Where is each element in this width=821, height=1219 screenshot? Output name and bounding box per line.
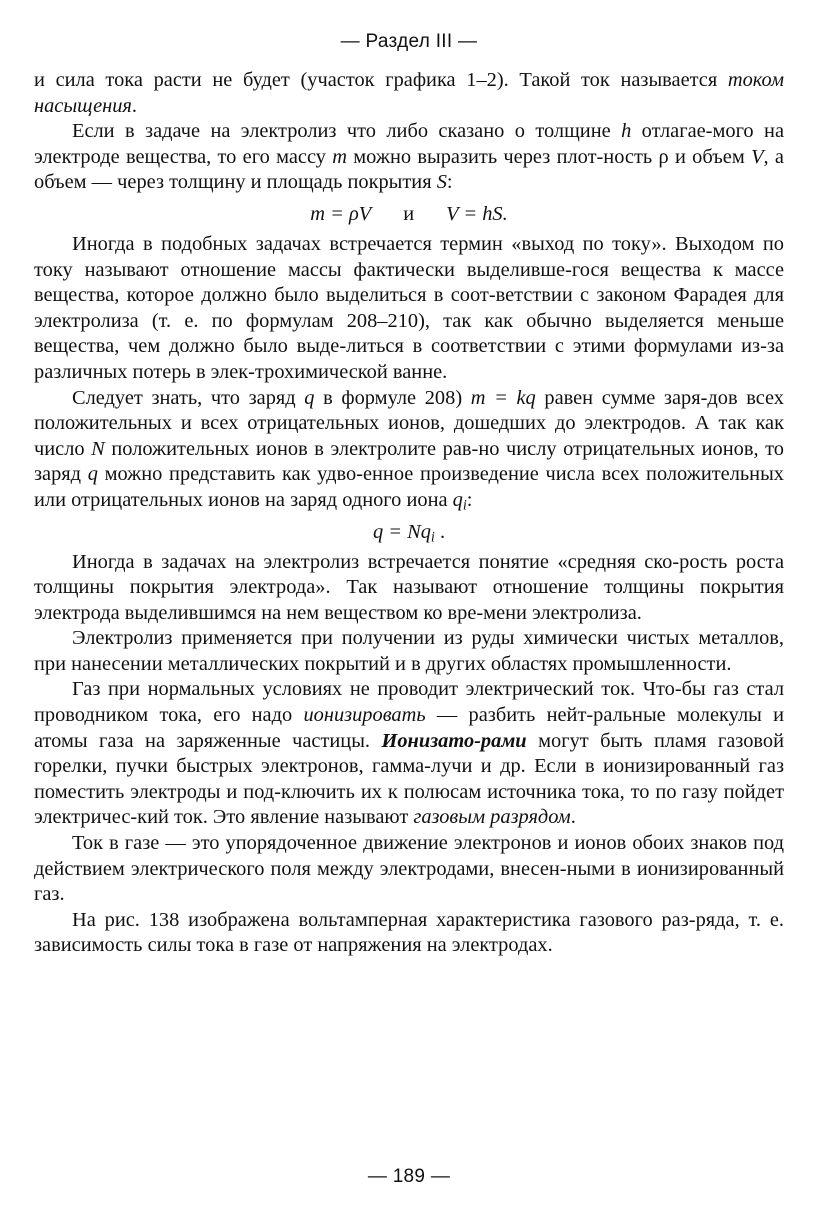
paragraph-text: — разбить нейт-ральные молекулы и атомы газа на заряженные частицы. xyxy=(34,704,784,752)
paragraph-text: отлагае-мого на электроде вещества, то его массу xyxy=(34,120,784,168)
term-ionize: ионизировать xyxy=(303,704,426,727)
term-gas-discharge: газовым разрядом xyxy=(413,806,571,829)
paragraph-text: . xyxy=(570,806,576,829)
paragraph-3: Иногда в подобных задачах встречается термин «выход по току». Выходом по току называют отношение массы фактически выделивше-гося вещества к массе вещества, которое должно было выделиться в соот-ветствии с законом Фарадея для электролиза (т. е. по формулам 208–210), так как обычно выделяется меньше вещества, чем должно было выде-литься в соответствии с этими формулами из-за различных потерь в элек-трохимической ванне. xyxy=(34,232,784,383)
term-ionizers: Ионизато-рами xyxy=(381,729,527,752)
formula-charge xyxy=(34,514,784,550)
formula-conjunction: и xyxy=(403,202,415,225)
paragraph-9: На рис. 138 изображена вольтамперная характеристика газового раз-ряда, т. е. зависимость силы тока в газе от напряжения на электродах. xyxy=(34,908,784,957)
paragraph-text: можно представить как удво-енное произведение числа всех положительных или отрицательных ионов на заряд одного иона xyxy=(34,463,784,511)
paragraph-1 xyxy=(34,68,784,119)
paragraph-7 xyxy=(34,677,784,831)
variable-m: m xyxy=(332,145,347,168)
paragraph-2 xyxy=(34,119,784,196)
paragraph-5: Иногда в задачах на электролиз встречается понятие «средняя ско-рость роста толщины покрытия электрода». Так называют отношение толщины покрытия электрода выделившимся на нем веществом ко вре-мени электролиза. xyxy=(34,550,784,624)
paragraph-4 xyxy=(34,386,784,514)
paragraph-text: положительных ионов в электролите рав-но числу отрицательных ионов, то заряд xyxy=(34,437,784,486)
book-page xyxy=(34,28,784,1198)
paragraph-text: и сила тока расти не будет (участок графика 1–2). Такой ток называется xyxy=(34,69,728,91)
variable-n: N xyxy=(91,437,105,460)
variable-s: S xyxy=(436,171,447,194)
variable-v: V xyxy=(751,145,764,168)
formula-main: q = Nq xyxy=(372,520,431,543)
variable-q: q xyxy=(304,386,315,409)
paragraph-text: можно выразить через плот-ность ρ и объем xyxy=(346,145,752,168)
variable-qi: q xyxy=(452,488,463,511)
formula-right: V = hS. xyxy=(446,202,508,225)
paragraph-text: , а объем — через толщину и площадь покрытия xyxy=(34,145,784,194)
paragraph-text: Если в задаче на электролиз что либо сказано о толщине xyxy=(72,120,622,143)
paragraph-text: . xyxy=(131,94,138,117)
inline-formula: m = kq xyxy=(470,386,536,409)
paragraph-text: в формуле 208) xyxy=(314,386,471,409)
paragraph-text: равен сумме заря-дов всех положительных и всех отрицательных ионов, дошедших до электродов. А так как число xyxy=(34,386,785,460)
paragraph-text: : xyxy=(466,488,473,511)
paragraph-text: Газ при нормальных условиях не проводит электрический ток. Что-бы газ стал проводником тока, его надо xyxy=(34,678,784,727)
formula-subscript-text: i xyxy=(430,529,435,546)
page-number: — 189 — xyxy=(367,1166,451,1187)
term-saturation-current: током насыщения xyxy=(34,69,784,117)
paragraph-text: Следует знать, что заряд xyxy=(72,386,305,409)
subscript-i-text: i xyxy=(462,497,467,514)
variable-h: h xyxy=(621,120,632,143)
variable-q: q xyxy=(87,463,98,486)
paragraph-text: : xyxy=(446,171,453,194)
paragraph-text: могут быть пламя газовой горелки, пучки быстрых электронов, гамма-лучи и др. Если в ионизированный газ поместить электроды и под-ключить их к полюсам источника тока, то по газу пойдет электричес-кий ток. Это явление называют xyxy=(34,729,784,829)
paragraph-8: Ток в газе — это упорядоченное движение электронов и ионов обоих знаков под действием электрического поля между электродами, внесен-ными в ионизированный газ. xyxy=(34,832,784,906)
body-text xyxy=(34,68,784,959)
formula-tail: . xyxy=(434,520,446,543)
formula-left: m = ρV xyxy=(310,202,372,225)
formula-mass-volume xyxy=(34,196,784,232)
paragraph-6: Электролиз применяется при получении из руды химически чистых металлов, при нанесении металлических покрытий и в других областях промышленности. xyxy=(34,627,784,675)
running-header: — Раздел III — xyxy=(340,31,478,52)
